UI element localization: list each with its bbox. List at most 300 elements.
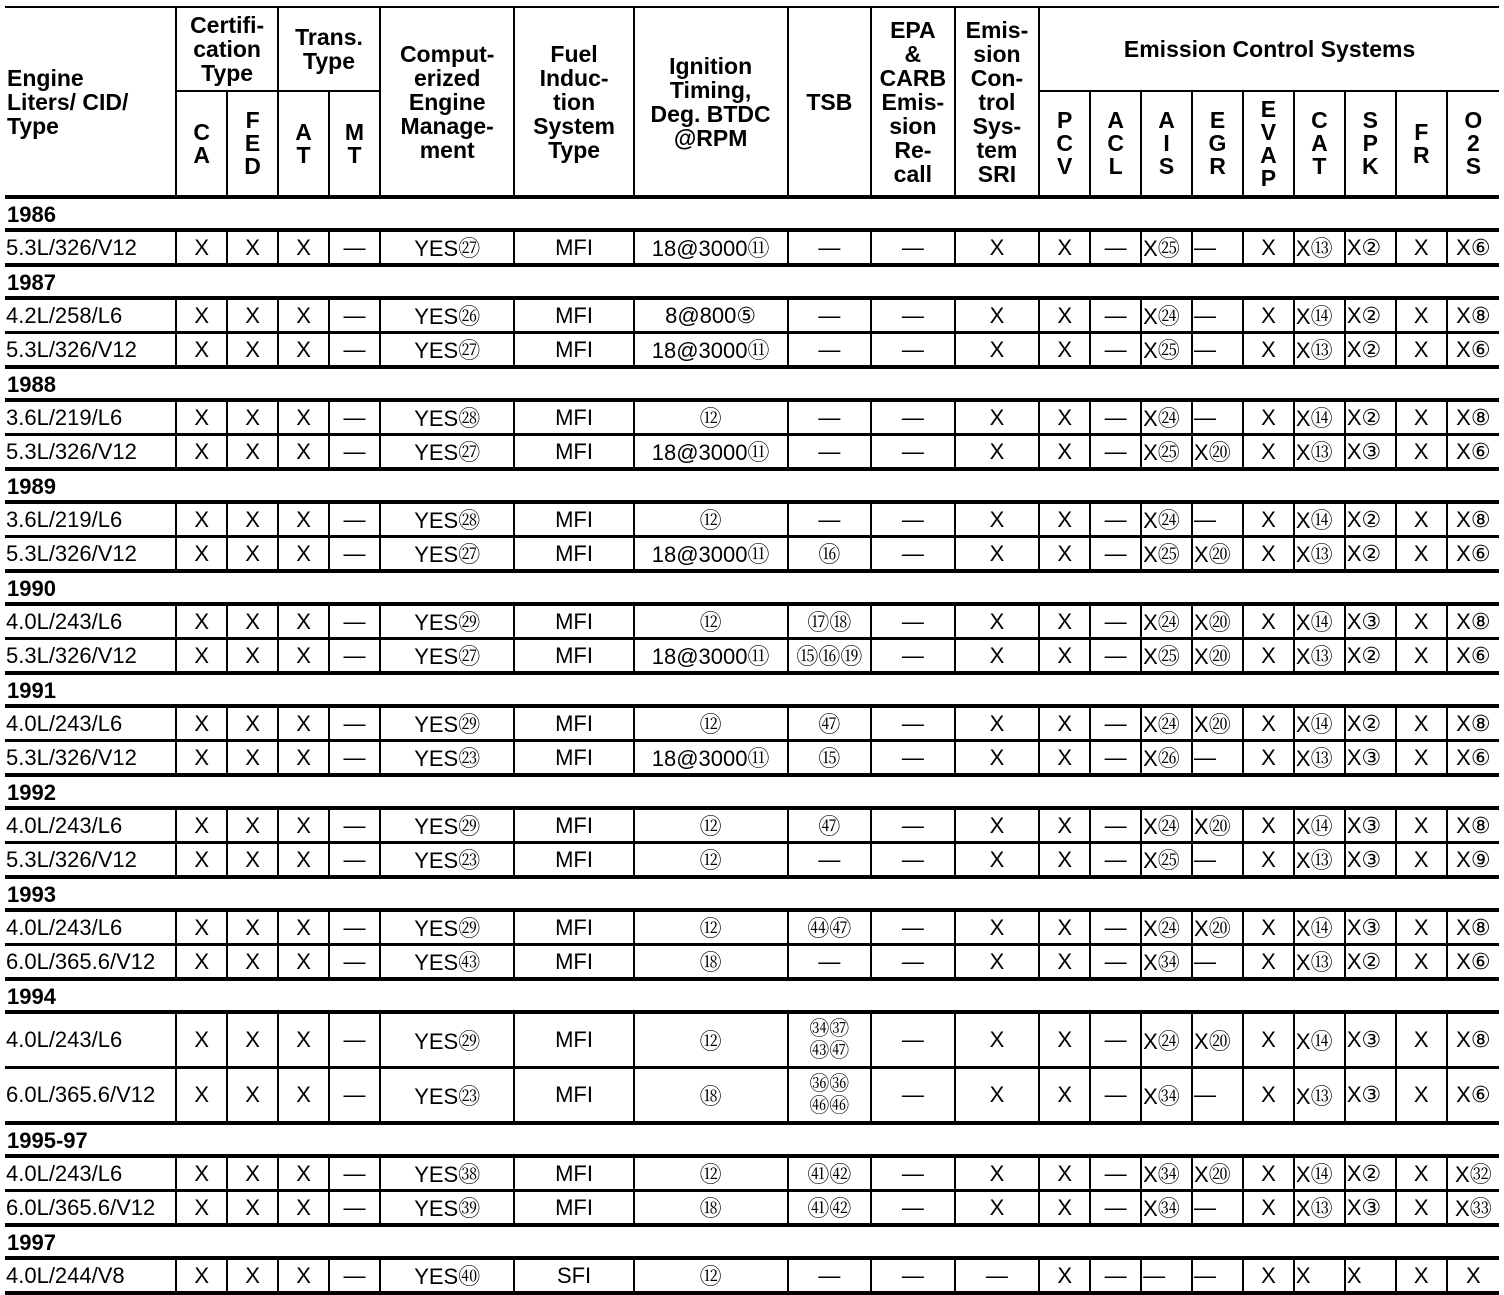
cell-sri: X — [955, 1012, 1040, 1068]
table-row — [5, 502, 1499, 537]
col-fuel-induction-system: Fuel Induc- tion System Type — [514, 7, 633, 197]
cell-cem: YES㉙ — [380, 910, 515, 945]
col-engine: Engine Liters/ CID/ Type — [5, 7, 176, 197]
col-egr: E G R — [1192, 91, 1243, 197]
year-row — [5, 877, 1499, 910]
cell-cem: YES㉓ — [380, 1068, 515, 1124]
cell-cat: X⑭ — [1294, 910, 1345, 945]
cell-engine: 4.0L/243/L6 — [5, 706, 176, 741]
cell-ais: X㉕ — [1141, 230, 1192, 265]
cell-recall: — — [871, 298, 955, 333]
cell-engine: 5.3L/326/V12 — [5, 537, 176, 572]
cell-mt: — — [329, 639, 380, 674]
col-evap: E V A P — [1243, 91, 1294, 197]
cell-pcv: X — [1039, 537, 1090, 572]
cell-at: X — [278, 945, 329, 980]
cell-fed: X — [227, 1258, 278, 1293]
cell-sri: X — [955, 639, 1040, 674]
cell-acl: — — [1090, 298, 1141, 333]
cell-acl: — — [1090, 639, 1141, 674]
cell-fed: X — [227, 843, 278, 878]
year-label: 1994 — [5, 979, 1499, 1012]
cell-ca: X — [176, 502, 227, 537]
cell-tsb: — — [788, 400, 872, 435]
cell-cem: YES㉓ — [380, 741, 515, 776]
cell-sri: X — [955, 741, 1040, 776]
col-certification-type: Certifi- cation Type — [176, 7, 278, 91]
cell-cem: YES㉗ — [380, 639, 515, 674]
year-label: 1992 — [5, 775, 1499, 808]
cell-sri: X — [955, 400, 1040, 435]
col-ignition-timing: Ignition Timing, Deg. BTDC @RPM — [634, 7, 788, 197]
cell-o2s: X㉝ — [1447, 1191, 1499, 1226]
cell-mt: — — [329, 400, 380, 435]
cell-evap: X — [1243, 706, 1294, 741]
col-emission-control-systems: Emission Control Systems — [1039, 7, 1499, 91]
cell-ca: X — [176, 945, 227, 980]
cell-spk: X② — [1345, 945, 1396, 980]
cell-tsb: ㊱㊱ ㊻㊻ — [788, 1068, 872, 1124]
cell-at: X — [278, 706, 329, 741]
cell-o2s: X⑥ — [1447, 639, 1499, 674]
cell-evap: X — [1243, 435, 1294, 470]
cell-cem: YES㉙ — [380, 706, 515, 741]
cell-egr: — — [1192, 843, 1243, 878]
emission-spec-sheet — [5, 6, 1499, 1295]
cell-fuel: MFI — [514, 604, 633, 639]
cell-mt: — — [329, 502, 380, 537]
cell-sri: X — [955, 1156, 1040, 1191]
cell-acl: — — [1090, 843, 1141, 878]
cell-sri: X — [955, 843, 1040, 878]
cell-cat: X — [1294, 1258, 1345, 1293]
cell-fed: X — [227, 435, 278, 470]
cell-o2s: X⑥ — [1447, 435, 1499, 470]
cell-sri: X — [955, 706, 1040, 741]
cell-ca: X — [176, 843, 227, 878]
cell-fuel: MFI — [514, 502, 633, 537]
cell-fed: X — [227, 333, 278, 368]
table-row — [5, 1156, 1499, 1191]
cell-mt: — — [329, 298, 380, 333]
cell-fuel: MFI — [514, 910, 633, 945]
cell-tsb: ㊼ — [788, 706, 872, 741]
table-row — [5, 741, 1499, 776]
cell-tsb: ⑯ — [788, 537, 872, 572]
cell-mt: — — [329, 537, 380, 572]
cell-o2s: X⑧ — [1447, 1012, 1499, 1068]
cell-fuel: MFI — [514, 435, 633, 470]
cell-o2s: X⑥ — [1447, 1068, 1499, 1124]
cell-ign: 18@3000⑪ — [634, 230, 788, 265]
cell-engine: 4.0L/243/L6 — [5, 1012, 176, 1068]
cell-fuel: MFI — [514, 639, 633, 674]
cell-cem: YES㉓ — [380, 843, 515, 878]
cell-cat: X⑬ — [1294, 1068, 1345, 1124]
year-label: 1995-97 — [5, 1123, 1499, 1156]
cell-fuel: MFI — [514, 1012, 633, 1068]
cell-pcv: X — [1039, 1156, 1090, 1191]
table-row — [5, 1191, 1499, 1226]
cell-fed: X — [227, 706, 278, 741]
cell-pcv: X — [1039, 910, 1090, 945]
col-o2s: O 2 S — [1447, 91, 1499, 197]
cell-ca: X — [176, 706, 227, 741]
cell-at: X — [278, 1191, 329, 1226]
cell-ign: 18@3000⑪ — [634, 435, 788, 470]
cell-ca: X — [176, 230, 227, 265]
cell-recall: — — [871, 1068, 955, 1124]
cell-acl: — — [1090, 706, 1141, 741]
cell-engine: 4.2L/258/L6 — [5, 298, 176, 333]
cell-sri: X — [955, 502, 1040, 537]
cell-ais: X㉕ — [1141, 435, 1192, 470]
cell-tsb: — — [788, 843, 872, 878]
cell-fuel: MFI — [514, 1068, 633, 1124]
cell-mt: — — [329, 333, 380, 368]
cell-engine: 6.0L/365.6/V12 — [5, 945, 176, 980]
cell-fuel: MFI — [514, 843, 633, 878]
cell-fuel: MFI — [514, 1191, 633, 1226]
cell-cem: YES㉘ — [380, 502, 515, 537]
cell-egr: — — [1192, 1068, 1243, 1124]
cell-spk: X② — [1345, 1156, 1396, 1191]
cell-at: X — [278, 1156, 329, 1191]
cell-ais: X㉔ — [1141, 910, 1192, 945]
cell-sri: X — [955, 333, 1040, 368]
cell-spk: X② — [1345, 639, 1396, 674]
cell-fr: X — [1396, 604, 1447, 639]
cell-mt: — — [329, 843, 380, 878]
cell-fed: X — [227, 1068, 278, 1124]
cell-o2s: X⑧ — [1447, 808, 1499, 843]
cell-fed: X — [227, 537, 278, 572]
cell-tsb: ㊶㊷ — [788, 1191, 872, 1226]
cell-egr: — — [1192, 502, 1243, 537]
cell-cat: X⑭ — [1294, 400, 1345, 435]
col-mt: M T — [329, 91, 380, 197]
cell-evap: X — [1243, 1012, 1294, 1068]
cell-sri: X — [955, 910, 1040, 945]
cell-mt: — — [329, 604, 380, 639]
cell-engine: 5.3L/326/V12 — [5, 435, 176, 470]
cell-recall: — — [871, 1156, 955, 1191]
cell-fr: X — [1396, 333, 1447, 368]
cell-egr: X⑳ — [1192, 537, 1243, 572]
cell-engine: 3.6L/219/L6 — [5, 400, 176, 435]
cell-fr: X — [1396, 400, 1447, 435]
cell-fuel: MFI — [514, 1156, 633, 1191]
cell-fed: X — [227, 1012, 278, 1068]
cell-at: X — [278, 298, 329, 333]
cell-o2s: X⑧ — [1447, 604, 1499, 639]
cell-cem: YES㉘ — [380, 400, 515, 435]
cell-evap: X — [1243, 604, 1294, 639]
table-body — [5, 197, 1499, 1293]
cell-sri: X — [955, 435, 1040, 470]
cell-ign: 18@3000⑪ — [634, 741, 788, 776]
cell-o2s: X⑧ — [1447, 298, 1499, 333]
cell-evap: X — [1243, 333, 1294, 368]
cell-engine: 5.3L/326/V12 — [5, 639, 176, 674]
col-fed: F E D — [227, 91, 278, 197]
cell-cat: X⑬ — [1294, 230, 1345, 265]
cell-egr: X⑳ — [1192, 808, 1243, 843]
cell-o2s: X⑥ — [1447, 741, 1499, 776]
col-fr: F R — [1396, 91, 1447, 197]
cell-at: X — [278, 910, 329, 945]
cell-fuel: MFI — [514, 537, 633, 572]
cell-ign: ⑫ — [634, 808, 788, 843]
cell-at: X — [278, 741, 329, 776]
cell-tsb: ⑮ — [788, 741, 872, 776]
cell-ais: X㉞ — [1141, 1156, 1192, 1191]
cell-tsb: ㉞㊲ ㊸㊼ — [788, 1012, 872, 1068]
cell-recall: — — [871, 910, 955, 945]
cell-mt: — — [329, 230, 380, 265]
cell-spk: X③ — [1345, 435, 1396, 470]
cell-engine: 4.0L/243/L6 — [5, 808, 176, 843]
cell-fuel: MFI — [514, 298, 633, 333]
cell-fr: X — [1396, 537, 1447, 572]
cell-pcv: X — [1039, 502, 1090, 537]
year-row — [5, 367, 1499, 400]
cell-ign: ⑫ — [634, 1258, 788, 1293]
cell-o2s: X⑥ — [1447, 537, 1499, 572]
cell-o2s: X⑧ — [1447, 400, 1499, 435]
cell-recall: — — [871, 1258, 955, 1293]
cell-tsb: ㊶㊷ — [788, 1156, 872, 1191]
cell-mt: — — [329, 706, 380, 741]
cell-sri: X — [955, 230, 1040, 265]
cell-o2s: X⑥ — [1447, 333, 1499, 368]
cell-ais: X㉕ — [1141, 537, 1192, 572]
cell-ign: ⑫ — [634, 843, 788, 878]
cell-recall: — — [871, 843, 955, 878]
cell-tsb: — — [788, 333, 872, 368]
cell-cat: X⑭ — [1294, 808, 1345, 843]
cell-tsb: — — [788, 435, 872, 470]
year-label: 1989 — [5, 469, 1499, 502]
cell-sri: X — [955, 945, 1040, 980]
year-label: 1997 — [5, 1225, 1499, 1258]
cell-ign: ⑫ — [634, 502, 788, 537]
cell-pcv: X — [1039, 741, 1090, 776]
cell-at: X — [278, 1012, 329, 1068]
cell-ign: 18@3000⑪ — [634, 333, 788, 368]
cell-recall: — — [871, 502, 955, 537]
table-row — [5, 706, 1499, 741]
cell-engine: 5.3L/326/V12 — [5, 843, 176, 878]
cell-egr: X⑳ — [1192, 706, 1243, 741]
cell-fr: X — [1396, 1258, 1447, 1293]
cell-acl: — — [1090, 910, 1141, 945]
cell-ca: X — [176, 1156, 227, 1191]
cell-acl: — — [1090, 400, 1141, 435]
cell-at: X — [278, 435, 329, 470]
cell-engine: 4.0L/243/L6 — [5, 910, 176, 945]
col-tsb: TSB — [788, 7, 872, 197]
cell-recall: — — [871, 230, 955, 265]
cell-pcv: X — [1039, 945, 1090, 980]
cell-fed: X — [227, 230, 278, 265]
cell-acl: — — [1090, 1156, 1141, 1191]
cell-sri: X — [955, 1191, 1040, 1226]
cell-cat: X⑬ — [1294, 1191, 1345, 1226]
cell-tsb: ⑰⑱ — [788, 604, 872, 639]
cell-spk: X③ — [1345, 1068, 1396, 1124]
cell-ca: X — [176, 1258, 227, 1293]
cell-fr: X — [1396, 1156, 1447, 1191]
cell-cat: X⑭ — [1294, 298, 1345, 333]
cell-recall: — — [871, 706, 955, 741]
cell-spk: X③ — [1345, 910, 1396, 945]
cell-at: X — [278, 230, 329, 265]
cell-fed: X — [227, 1156, 278, 1191]
cell-at: X — [278, 843, 329, 878]
cell-recall: — — [871, 333, 955, 368]
cell-pcv: X — [1039, 298, 1090, 333]
cell-pcv: X — [1039, 639, 1090, 674]
cell-fr: X — [1396, 639, 1447, 674]
year-row — [5, 265, 1499, 298]
cell-fed: X — [227, 639, 278, 674]
cell-mt: — — [329, 741, 380, 776]
cell-at: X — [278, 808, 329, 843]
col-computerized-engine-management: Comput- erized Engine Manage- ment — [380, 7, 515, 197]
year-label: 1987 — [5, 265, 1499, 298]
year-row — [5, 197, 1499, 230]
table-row — [5, 604, 1499, 639]
cell-engine: 5.3L/326/V12 — [5, 333, 176, 368]
col-emission-sri: Emis- sion Con- trol Sys- tem SRI — [955, 7, 1040, 197]
cell-fr: X — [1396, 1068, 1447, 1124]
table-row — [5, 1012, 1499, 1068]
cell-egr: — — [1192, 230, 1243, 265]
cell-ais: X㉕ — [1141, 333, 1192, 368]
cell-pcv: X — [1039, 1068, 1090, 1124]
cell-spk: X② — [1345, 537, 1396, 572]
year-row — [5, 1225, 1499, 1258]
col-transmission-type: Trans. Type — [278, 7, 380, 91]
year-label: 1991 — [5, 673, 1499, 706]
year-row — [5, 469, 1499, 502]
table-row — [5, 298, 1499, 333]
cell-evap: X — [1243, 1156, 1294, 1191]
cell-ign: ⑫ — [634, 400, 788, 435]
cell-at: X — [278, 333, 329, 368]
cell-cat: X⑬ — [1294, 435, 1345, 470]
cell-recall: — — [871, 808, 955, 843]
cell-egr: — — [1192, 741, 1243, 776]
year-row — [5, 673, 1499, 706]
cell-pcv: X — [1039, 604, 1090, 639]
cell-acl: — — [1090, 1068, 1141, 1124]
cell-at: X — [278, 604, 329, 639]
cell-evap: X — [1243, 741, 1294, 776]
cell-mt: — — [329, 1258, 380, 1293]
table-row — [5, 945, 1499, 980]
cell-cat: X⑭ — [1294, 706, 1345, 741]
cell-evap: X — [1243, 1258, 1294, 1293]
table-row — [5, 333, 1499, 368]
cell-evap: X — [1243, 808, 1294, 843]
cell-o2s: X⑧ — [1447, 502, 1499, 537]
cell-evap: X — [1243, 400, 1294, 435]
cell-spk: X③ — [1345, 1012, 1396, 1068]
cell-cat: X⑭ — [1294, 604, 1345, 639]
cell-ign: ⑱ — [634, 1191, 788, 1226]
cell-mt: — — [329, 1191, 380, 1226]
cell-evap: X — [1243, 843, 1294, 878]
cell-fed: X — [227, 945, 278, 980]
cell-ign: ⑱ — [634, 945, 788, 980]
cell-fed: X — [227, 502, 278, 537]
cell-pcv: X — [1039, 706, 1090, 741]
cell-recall: — — [871, 741, 955, 776]
cell-ign: ⑫ — [634, 1156, 788, 1191]
cell-pcv: X — [1039, 400, 1090, 435]
cell-cat: X⑭ — [1294, 1156, 1345, 1191]
cell-spk: X③ — [1345, 1191, 1396, 1226]
cell-acl: — — [1090, 808, 1141, 843]
table-header — [5, 7, 1499, 197]
cell-egr: — — [1192, 945, 1243, 980]
cell-spk: X② — [1345, 502, 1396, 537]
cell-at: X — [278, 639, 329, 674]
cell-fr: X — [1396, 230, 1447, 265]
cell-fuel: MFI — [514, 945, 633, 980]
cell-cem: YES㊳ — [380, 1156, 515, 1191]
cell-sri: X — [955, 808, 1040, 843]
cell-tsb: — — [788, 230, 872, 265]
cell-evap: X — [1243, 945, 1294, 980]
cell-engine: 3.6L/219/L6 — [5, 502, 176, 537]
cell-acl: — — [1090, 537, 1141, 572]
cell-fed: X — [227, 808, 278, 843]
cell-pcv: X — [1039, 333, 1090, 368]
cell-fuel: MFI — [514, 741, 633, 776]
cell-fr: X — [1396, 910, 1447, 945]
cell-o2s: X⑧ — [1447, 706, 1499, 741]
cell-engine: 4.0L/243/L6 — [5, 1156, 176, 1191]
cell-ign: 8@800⑤ — [634, 298, 788, 333]
cell-ais: X㉔ — [1141, 604, 1192, 639]
cell-ign: ⑫ — [634, 1012, 788, 1068]
cell-spk: X② — [1345, 333, 1396, 368]
cell-egr: X⑳ — [1192, 435, 1243, 470]
cell-pcv: X — [1039, 1191, 1090, 1226]
cell-egr: — — [1192, 1191, 1243, 1226]
cell-tsb: — — [788, 502, 872, 537]
cell-acl: — — [1090, 1012, 1141, 1068]
cell-ais: X㉞ — [1141, 945, 1192, 980]
cell-fuel: SFI — [514, 1258, 633, 1293]
cell-evap: X — [1243, 537, 1294, 572]
year-row — [5, 775, 1499, 808]
table-row — [5, 910, 1499, 945]
cell-acl: — — [1090, 333, 1141, 368]
col-at: A T — [278, 91, 329, 197]
cell-fed: X — [227, 741, 278, 776]
cell-evap: X — [1243, 1068, 1294, 1124]
cell-engine: 5.3L/326/V12 — [5, 741, 176, 776]
cell-egr: X⑳ — [1192, 639, 1243, 674]
cell-mt: — — [329, 435, 380, 470]
year-row — [5, 571, 1499, 604]
cell-fuel: MFI — [514, 333, 633, 368]
cell-fuel: MFI — [514, 230, 633, 265]
